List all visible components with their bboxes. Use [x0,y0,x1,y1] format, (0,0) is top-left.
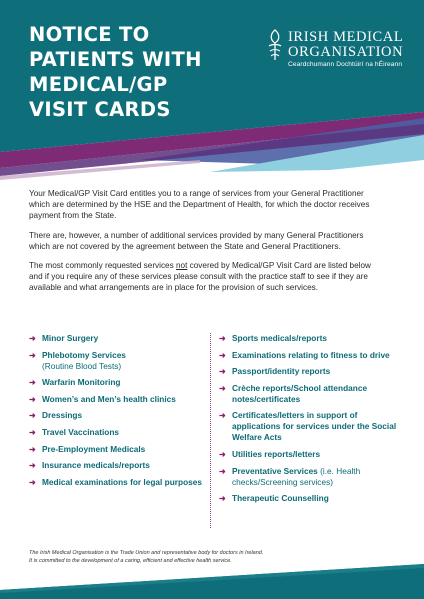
service-label: Travel Vaccinations [42,426,120,437]
service-label: Therapeutic Counselling [232,493,329,504]
intro-paragraph: There are, however, a number of additional services provided by many General Practitioners which are not covered by the agreement between the State and General Practitioners. [29,230,364,251]
arrow-icon: ➜ [219,466,226,476]
title-line: NOTICE TO [29,23,150,46]
logo-line2: ORGANISATION [288,44,404,60]
service-item [29,427,209,438]
service-item [219,333,399,344]
page-title [29,22,229,122]
arrow-icon: ➜ [29,427,36,437]
service-label: Minor Surgery [42,333,99,343]
arrow-icon: ➜ [29,411,36,421]
service-item [29,350,209,372]
service-item [219,383,399,405]
service-item [219,493,399,504]
service-label: Pre-Employment Medicals [42,443,146,454]
service-label: Certificates/letters in support of applications for services under the Social Welfare Acts [232,410,397,443]
service-label: Examinations relating to fitness to drive [232,349,390,360]
service-item [29,477,209,488]
intro-text-fragment: The most commonly requested services [29,261,176,270]
arrow-icon: ➜ [219,350,226,360]
service-label: Preventative Services [232,465,318,476]
arrow-icon: ➜ [29,350,36,360]
service-label: Dressings [42,410,83,421]
footer-line: It is committed to the development of a caring, efficient and effective health service. [29,558,232,564]
arrow-icon: ➜ [219,494,226,504]
service-label: Women’s and Men’s health clinics [42,393,176,404]
underlined-not: not [175,261,188,270]
service-label: Warfarin Monitoring [42,377,121,388]
service-item [219,466,399,488]
service-label: Insurance medicals/reports [42,460,150,471]
arrow-icon: ➜ [29,334,36,343]
service-label: Crèche reports/School attendance notes/certificates [232,382,368,404]
intro-paragraph: Your Medical/GP Visit Card entitles you to a range of services from your General Practitioner which are determined by the HSE and the Department of Health, for which the doctor receives payment from the State. [29,189,370,220]
service-sub: (i.e. Health checks/Screening services) [232,465,361,487]
logo-tagline: Ceardchumann Dochtúirí na hÉireann [288,61,403,68]
title-line: MEDICAL/GP [29,73,168,96]
services-list-left [29,333,209,493]
arrow-icon: ➜ [29,461,36,471]
arrow-icon: ➜ [219,383,226,393]
service-label: Passport/identity reports [232,366,331,377]
service-item [219,350,399,361]
arrow-icon: ➜ [219,411,226,421]
service-label: Sports medicals/reports [232,333,327,343]
column-divider [210,333,211,528]
service-label: Phlebotomy Services [42,349,126,360]
imo-logo [266,28,416,72]
intro-paragraph [29,260,381,293]
service-item [29,444,209,455]
service-item [219,449,399,460]
service-item [219,366,399,377]
service-item [29,333,209,344]
arrow-icon: ➜ [219,449,226,459]
intro-text [29,188,381,302]
footer-band [0,560,424,599]
intro-text-fragment: covered by Medical/GP Visit Card are listed below and if you require any of these services please consult with the practice staff to see if they are available and what arrangements are in place for the provision of such services. [29,261,371,292]
service-item [219,410,399,443]
header-banner [0,0,424,185]
arrow-icon: ➜ [29,394,36,404]
title-line: VISIT CARDS [29,98,171,121]
arrow-icon: ➜ [219,334,226,343]
logo-line1: IRISH MEDICAL [288,29,404,45]
arrow-icon: ➜ [29,477,36,487]
service-item [29,460,209,471]
title-line: PATIENTS WITH [29,48,202,71]
arrow-icon: ➜ [29,444,36,454]
arrow-icon: ➜ [219,367,226,377]
service-label: Utilities reports/letters [232,448,321,459]
service-sub: (Routine Blood Tests) [42,360,122,371]
services-list-right [219,333,399,510]
crest-icon [266,28,284,62]
footer-line: The Irish Medical Organisation is the Trade Union and representative body for doctors in Ireland. [29,550,264,556]
service-item [29,377,209,388]
arrow-icon: ➜ [29,378,36,388]
service-label: Medical examinations for legal purposes [42,476,202,487]
service-item [29,410,209,421]
service-item [29,394,209,405]
